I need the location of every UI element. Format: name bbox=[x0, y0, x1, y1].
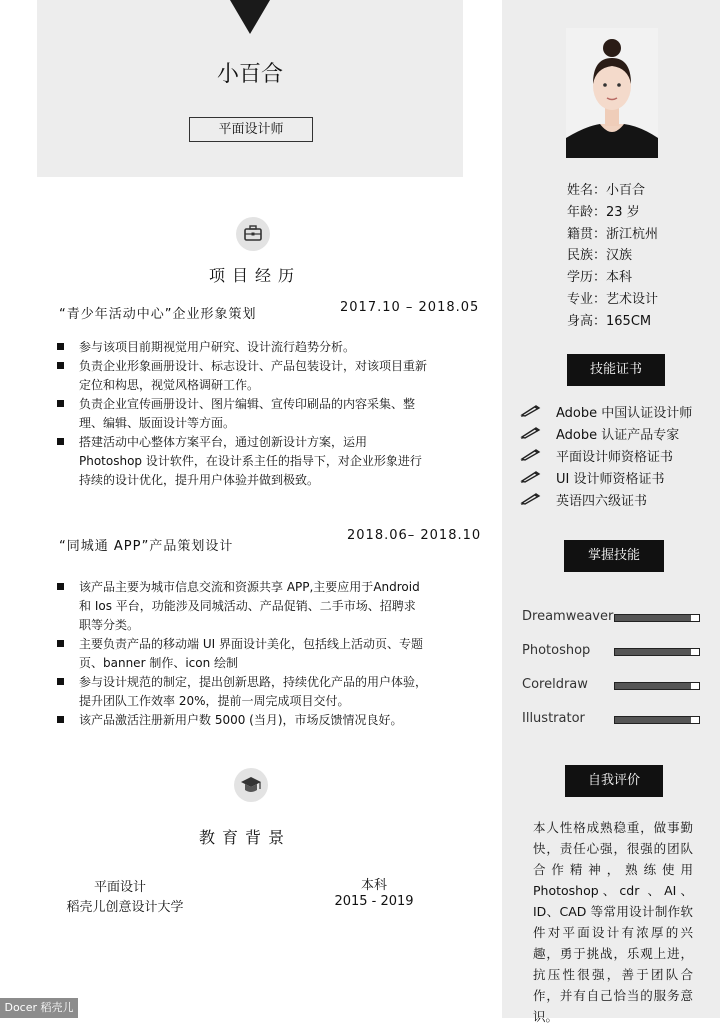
education-period: 2015 - 2019 bbox=[334, 894, 414, 909]
watermark-badge: Docer 稻壳儿 bbox=[0, 998, 78, 1018]
education-school: 稻壳儿创意设计大学 bbox=[66, 900, 184, 915]
job-title-box: 平面设计师 bbox=[189, 117, 313, 142]
profile-label: 专业： bbox=[567, 292, 607, 307]
project-title: “同城通 APP”产品策划设计 bbox=[59, 539, 234, 554]
education-major: 平面设计 bbox=[93, 880, 146, 895]
briefcase-icon bbox=[236, 217, 270, 251]
profile-value: 23 岁 bbox=[606, 204, 640, 220]
skill-label: Illustrator bbox=[522, 711, 585, 726]
skill-level-fill bbox=[615, 649, 691, 655]
pen-icon bbox=[520, 447, 542, 468]
profile-label: 民族： bbox=[567, 248, 607, 264]
certificate-item bbox=[520, 447, 673, 467]
skill-level-fill bbox=[615, 717, 691, 723]
profile-row bbox=[567, 312, 651, 332]
graduation-cap-icon bbox=[234, 768, 268, 802]
skill-level-fill bbox=[615, 615, 691, 621]
certificate-item bbox=[520, 403, 692, 423]
profile-photo bbox=[566, 28, 658, 158]
certificate-item bbox=[520, 491, 647, 511]
certificate-item bbox=[520, 469, 664, 489]
profile-row bbox=[567, 225, 658, 245]
list-item: 主要负责产品的移动端 UI 界面设计美化，包括线上活动页、专题页、banner 制作、icon 绘制 bbox=[57, 635, 427, 673]
profile-value: 艺术设计 bbox=[606, 292, 659, 307]
certificate-label: UI 设计师资格证书 bbox=[556, 472, 665, 487]
skill-label: Photoshop bbox=[522, 643, 591, 658]
education-heading: 教育背景 bbox=[198, 828, 291, 847]
profile-row bbox=[567, 181, 645, 201]
profile-label: 身高： bbox=[567, 313, 607, 329]
profile-value: 小百合 bbox=[606, 183, 646, 198]
list-item: 该产品主要为城市信息交流和资源共享 APP,主要应用于Android 和 Ios 平台，功能涉及同城活动、产品促销、二手市场、招聘求职等分类。 bbox=[57, 578, 427, 635]
profile-value: 浙江杭州 bbox=[606, 226, 659, 242]
profile-value: 本科 bbox=[606, 270, 633, 286]
profile-row bbox=[567, 290, 658, 310]
skill-level-fill bbox=[615, 683, 691, 689]
skill-label: Coreldraw bbox=[522, 677, 588, 692]
education-degree: 本科 bbox=[360, 878, 387, 893]
project-date: 2018.06– 2018.10 bbox=[347, 528, 482, 543]
list-item: 负责企业形象画册设计、标志设计、产品包装设计，对该项目重新定位和构思，视觉风格调研工作。 bbox=[57, 357, 427, 395]
header-triangle-decoration bbox=[230, 0, 270, 34]
pen-icon bbox=[520, 425, 542, 446]
project-bullet-list bbox=[57, 578, 427, 730]
certificate-label: Adobe 认证产品专家 bbox=[556, 428, 680, 443]
pen-icon bbox=[520, 403, 542, 424]
profile-row bbox=[567, 203, 640, 223]
person-name: 小百合 bbox=[216, 62, 283, 87]
certificate-label: Adobe 中国认证设计师 bbox=[556, 406, 693, 421]
list-item: 该产品激活注册新用户数 5000 (当月)，市场反馈情况良好。 bbox=[57, 711, 427, 730]
pen-icon bbox=[520, 491, 542, 512]
skill-level-bar bbox=[614, 682, 700, 690]
list-item: 参与设计规范的制定，提出创新思路，持续优化产品的用户体验，提升团队工作效率 20%，提前一周完成项目交付。 bbox=[57, 673, 427, 711]
profile-row bbox=[567, 268, 632, 288]
skill-level-bar bbox=[614, 716, 700, 724]
profile-label: 姓名： bbox=[567, 183, 607, 198]
certificate-label: 英语四六级证书 bbox=[556, 494, 648, 509]
project-date: 2017.10 – 2018.05 bbox=[340, 300, 480, 315]
skills-heading: 掌握技能 bbox=[564, 540, 664, 572]
certificate-item bbox=[520, 425, 679, 445]
profile-label: 籍贯： bbox=[567, 226, 607, 242]
pen-icon bbox=[520, 469, 542, 490]
profile-row bbox=[567, 246, 632, 266]
skill-label: Dreamweaver bbox=[522, 609, 614, 624]
list-item: 负责企业宣传画册设计、图片编辑、宣传印刷品的内容采集、整理、编辑、版面设计等方面。 bbox=[57, 395, 427, 433]
self-evaluation-text: 本人性格成熟稳重，做事勤快，责任心强，很强的团队合作精神，熟练使用Photoshop、cdr 、AI、ID、CAD 等常用设计制作软件对平面设计有浓厚的兴趣，勇于挑战，乐观上进，抗压性很强，善于团队合作，并有自己恰当的服务意识。 bbox=[533, 820, 693, 1024]
certificates-heading: 技能证书 bbox=[567, 354, 665, 386]
profile-value: 汉族 bbox=[606, 248, 633, 264]
list-item: 参与该项目前期视觉用户研究、设计流行趋势分析。 bbox=[57, 338, 427, 357]
profile-label: 学历： bbox=[567, 270, 607, 286]
projects-heading: 项目经历 bbox=[208, 266, 301, 285]
self-evaluation-heading: 自我评价 bbox=[565, 765, 663, 797]
certificate-label: 平面设计师资格证书 bbox=[556, 450, 674, 465]
skill-level-bar bbox=[614, 648, 700, 656]
profile-label: 年龄： bbox=[567, 204, 607, 220]
list-item: 搭建活动中心整体方案平台，通过创新设计方案，运用Photoshop 设计软件，在设计系主任的指导下，对企业形象进行持续的设计优化，提升用户体验并做到极致。 bbox=[57, 433, 427, 490]
skill-level-bar bbox=[614, 614, 700, 622]
profile-value: 165CM bbox=[606, 313, 652, 329]
project-title: “青少年活动中心”企业形象策划 bbox=[59, 307, 257, 322]
project-bullet-list bbox=[57, 338, 427, 490]
